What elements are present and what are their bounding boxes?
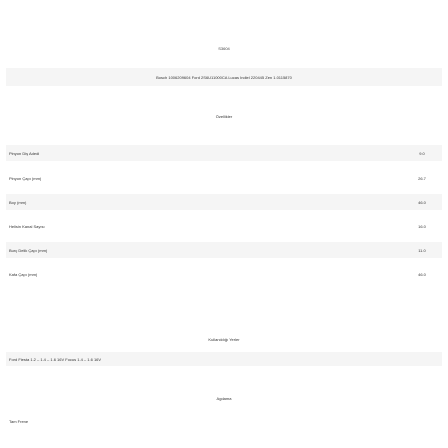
feature-row xyxy=(6,218,442,234)
feature-label: Boy (mm) xyxy=(9,199,27,205)
reference-text: Bosch 1006209604 Ford 2S6U11000CA Lucas Indiel 220445 Zen 1.0115870 xyxy=(156,74,292,80)
vehicles-title: Kullanıldığı Yerler xyxy=(208,337,240,342)
feature-value: 26.7 xyxy=(418,175,426,181)
feature-row xyxy=(6,242,442,258)
feature-value: 11.0 xyxy=(418,247,426,253)
feature-label: Burç Delik Çapı (mm) xyxy=(9,247,48,253)
gear-row xyxy=(6,414,442,428)
feature-value: 46.0 xyxy=(418,199,426,205)
product-code: S3604 xyxy=(218,46,230,51)
feature-row xyxy=(6,266,442,282)
feature-row xyxy=(6,194,442,210)
feature-value: 16.0 xyxy=(418,223,426,229)
feature-row xyxy=(6,170,442,186)
features-title: Özellikler xyxy=(215,114,233,119)
feature-label: Kafa Çapı (mm) xyxy=(9,271,38,277)
reference-bar xyxy=(6,68,442,86)
vehicle-row xyxy=(6,352,442,366)
feature-label: Pinyon Diş Adedi xyxy=(9,150,40,156)
feature-label: Pinyon Çapı (mm) xyxy=(9,175,42,181)
feature-value: 46.0 xyxy=(418,271,426,277)
gear-item: Tam Frene xyxy=(9,418,29,424)
feature-label: Helisin Kanal Sayısı xyxy=(9,223,45,229)
gear-title: Agdama xyxy=(216,396,232,401)
feature-row xyxy=(6,145,442,161)
vehicle-item: Ford Fiesta 1.2 – 1.4 – 1.6 16V Focus 1.4 – 1.6 16V xyxy=(9,356,102,362)
feature-value: 9.0 xyxy=(419,150,425,156)
